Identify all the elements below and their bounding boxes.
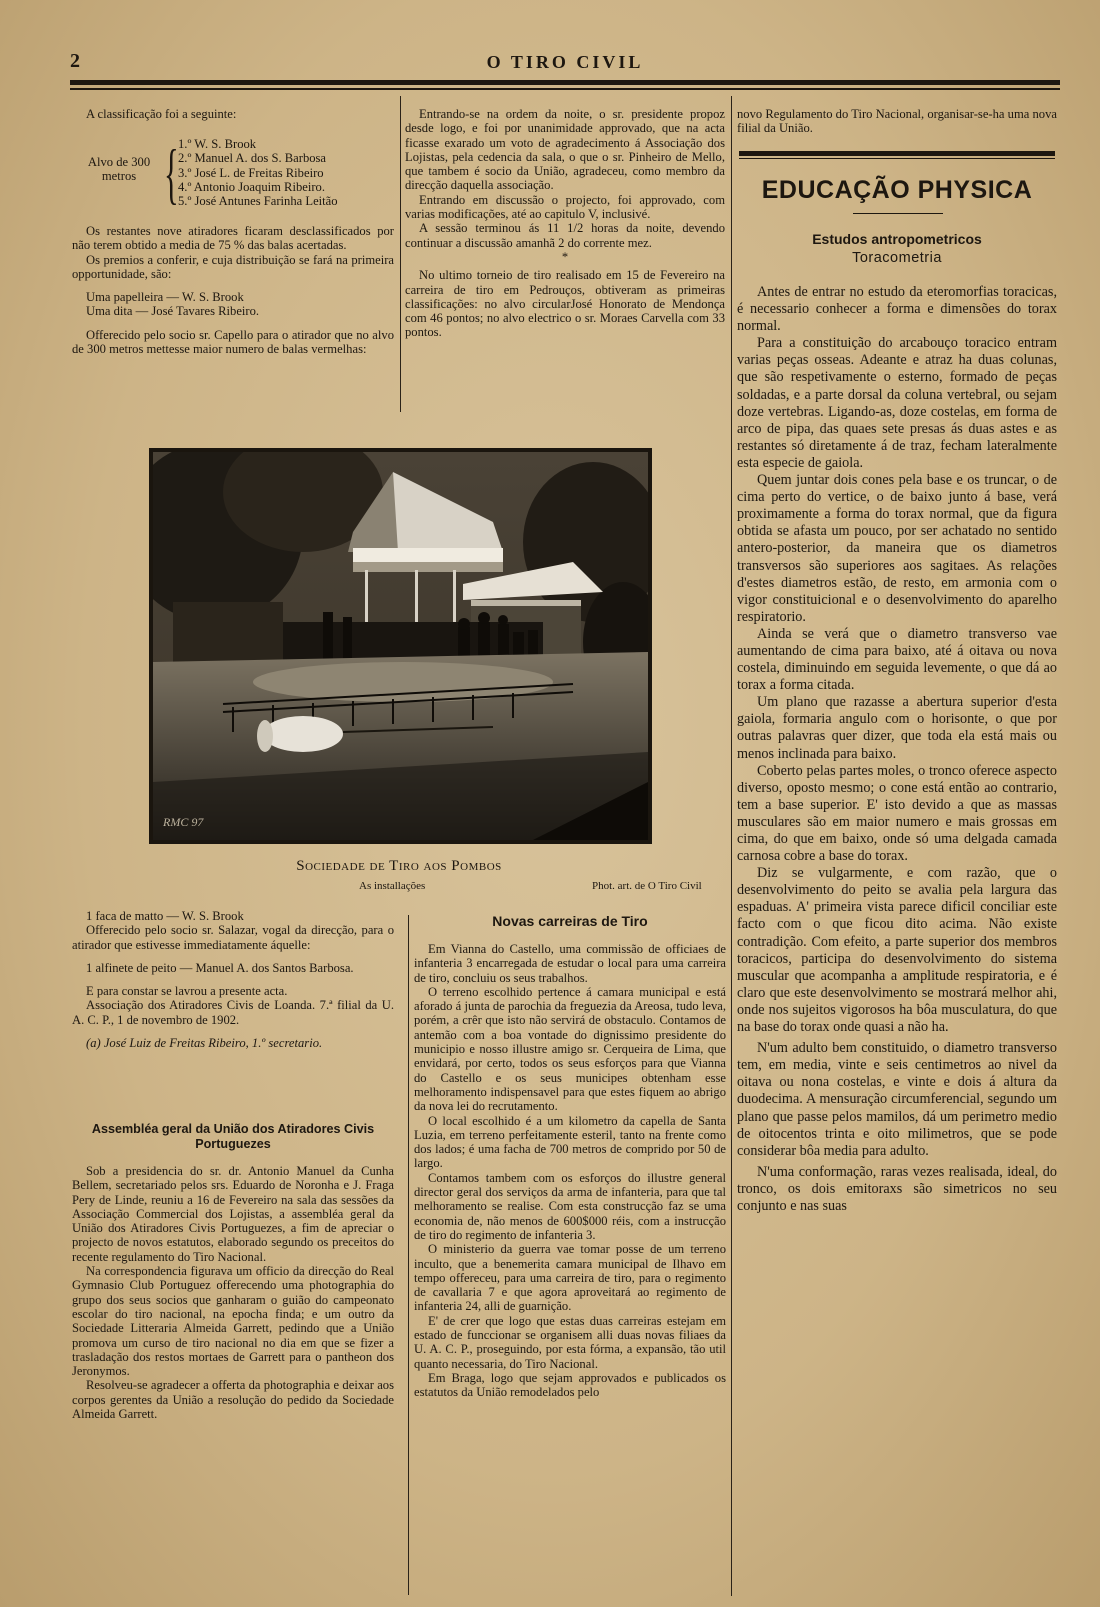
caption-title: Sociedade de Tiro aos Pombos [296, 858, 502, 874]
column-2-top [405, 107, 725, 340]
ranking-item: 5.º José Antunes Farinha Leitão [178, 194, 338, 209]
ranking-list [178, 137, 338, 208]
column-divider [731, 96, 732, 1596]
article-subtitle: Estudos antropometricos [812, 231, 982, 247]
column-1-article [72, 1164, 394, 1421]
column-divider [400, 96, 401, 412]
paragraph: 1 alfinete de peito — Manuel A. dos Santos Barbosa. [86, 960, 354, 975]
photo-caption [149, 858, 719, 892]
column-3-body [737, 284, 1057, 1215]
paragraph: Os premios a conferir, e cuja distribuição se fará na primeira opportunidade, são: [72, 252, 394, 281]
paragraph: E' de crer que logo que estas duas carreiras estejam em estado de funccionar se organisem alli duas novas filiaes da U. A. C. P., proseguindo, por esta fórma, a expansão, tão util quanto necessaria, do Tiro Nacional. [414, 1313, 726, 1371]
paragraph: Associação dos Atiradores Civis de Loanda. 7.ª filial da U. A. C. P., 1 de novembro de 1902. [72, 998, 394, 1027]
paragraph: Na correspondencia figurava um officio da direcção do Real Gymnasio Club Portuguez offerecendo uma photographia do grupo dos seus socios que ganharam o guião do campeonato escolar do tiro nacional, na epocha finda; e um outro da Sociedade Litteraria Almeida Garrett, pedindo que a União promova um curso de tiro nacional no dia em que se fizer a trasladação dos restos mortaes de Garrett para o pantheon dos Jeronymos. [72, 1264, 394, 1379]
header-rule-thin [70, 88, 1060, 90]
article-heading: Assembléa geral da União dos Atiradores Civis Portuguezes [91, 1122, 375, 1151]
article-subsubtitle: Toracometria [852, 250, 942, 266]
paragraph: Em Vianna do Castello, uma commissão de officiaes de infanteria 3 encarregada de estudar o local para uma carreira de tiro, concluiu os seus trabalhos. [414, 942, 726, 985]
section-rule [739, 151, 1055, 156]
paragraph: Ainda se verá que o diametro transverso vae aumentando de cima para baixo, até á oitava ou nova costela, diminuindo em seguida levemente, o que dá ao torax a forma citada. [737, 625, 1057, 694]
ranking-item: 4.º Antonio Joaquim Ribeiro. [178, 179, 325, 194]
paragraph: Quem juntar dois cones pela base e os truncar, o de cima perto do vertice, o de baixo junto á base, verá proximamente a forma do torax normal, que da figura obtida se afasta um pouco, por ser achatado no sentido antero-posterior, da maneira que os diametros transversos são superiores aos sagitaes. As relações d'estes diametros estão, de resto, em armonia com o vigor constituicional e o desenvolvimento do aparelho respiratorio. [737, 472, 1057, 625]
paragraph: Entrando-se na ordem da noite, o sr. presidente propoz desde logo, e foi por unanimidade approvado, que na acta ficasse exarado um voto de agradecimento á Associação dos Lojistas, pela cedencia da sala, o que o sr. Pinheiro de Mello, que tambem é socio da União, agradeceu, como membro da direcção daquella associação. [405, 107, 725, 193]
column-divider [408, 915, 409, 1595]
section-star: * [561, 249, 569, 264]
paragraph: Para a constituição do arcabouço toracico entram varias peças osseas. Adeante e atraz ha duas colunas, que são respetivamente o esterno, formado de peças soldadas, e a parte dorsal da coluna vertebral, ou sejam doze vertebras. Ligando-as, doze costelas, em forma de arco de pipa, das quaes sete presas ás duas astes e as restantes só diretamente á de traz, fecham lateralmente esta especie de gaiola. [737, 335, 1057, 471]
ranking-item: 3.º José L. de Freitas Ribeiro [178, 165, 324, 180]
caption-subtitle: As installações [359, 880, 426, 892]
paragraph: O ministerio da guerra vae tomar posse de um terreno inculto, que a benemerita camara municipal de Ilhavo em tempo offereceu, para uma carreira de tiro, para o regimento de cavallaria 7 e que agora aproveitará ao regimento de infanteria 24, alli de guarnição. [414, 1242, 726, 1314]
paragraph: Resolveu-se agradecer a offerta da photographia e deixar aos corpos gerentes da União a resolução do pedido da Sociedade Almeida Garrett. [72, 1378, 394, 1422]
paragraph: Offerecido pelo socio sr. Capello para o atirador que no alvo de 300 metros mettesse maior numero de balas vermelhas: [72, 327, 394, 357]
prize-item: Uma dita — José Tavares Ribeiro. [86, 304, 260, 319]
paragraph: 1 faca de matto — W. S. Brook [86, 909, 244, 923]
classification-intro: A classificação foi a seguinte: [86, 107, 237, 121]
brace-symbol: { [164, 135, 179, 211]
photograph [149, 448, 652, 844]
paragraph: Em Braga, logo que sejam approvados e publicados os estatutos da União remodelados pelo [414, 1370, 726, 1400]
page-number: 2 [70, 50, 80, 72]
section-rule [739, 158, 1055, 159]
section-title: EDUCAÇÃO PHYSICA [761, 176, 1033, 204]
publication-title: O TIRO CIVIL [486, 52, 644, 72]
signature-line: (a) José Luiz de Freitas Ribeiro, 1.º secretario. [86, 1036, 323, 1051]
paragraph: Os restantes nove atiradores ficaram desclassificados por não terem obtido a media de 75 % das balas acertadas. [72, 224, 394, 253]
paragraph: N'uma conformação, raras vezes realisada, ideal, do tronco, os dois emitoraxs são simetricos no seu conjunto e nas suas [737, 1163, 1057, 1214]
paragraph: Coberto pelas partes moles, o tronco oferece aspecto diverso, oposto mesmo; o cone está então ao contrario, tem a base superior. E' isto devido a que as massas musculares são em maior numero e mais grossas em cima, do que em baixo, onde só uma delgada camada carnosa cobre a base do torax. [737, 762, 1057, 865]
column-1-top [72, 107, 394, 121]
ranking-label: Alvo de 300 metros [87, 155, 151, 184]
paragraph: Contamos tambem com os esforços do illustre general director geral dos serviços da arma de infanteria, para que tal melhoramento se realise. Com esta construcção faz se uma economia de, não menos de 600$000 réis, com a instrucção de tiro do regimento de infanteria 3. [414, 1170, 726, 1242]
photographer-signature: RMC 97 [163, 815, 204, 829]
paragraph: novo Regulamento do Tiro Nacional, organisar-se-ha uma nova filial da União. [737, 107, 1057, 136]
paragraph: Diz se vulgarmente, e com razão, que o desenvolvimento do peito se avalia pela largura das espaduas. A' primeira vista parece dificil conciliar este facto com o que ficou dito acima. Não existe contradição. Com efeito, a parte superior dos membros toracicos, participa do desenvolvimento do sistema muscular que acompanha a amplitude respiratoria, e é claro que este desenvolvimento se mostrará melhor ahi, onde nos sujeitos vigorosos ha bôa musculatura, do que na base do torax onde quasi a não ha. [737, 865, 1057, 1036]
article-heading: Novas carreiras de Tiro [492, 913, 648, 929]
paragraph: Sob a presidencia do sr. dr. Antonio Manuel da Cunha Bellem, secretariado pelos srs. Eduardo de Noronha e J. Fraga Pery de Linde, reuniu a 16 de Fevereiro na sala das sessões da Associação Commercial dos Lojistas, a assembléa geral da União dos Atiradores Civis Portuguezes, a fim de apreciar o projecto de novos estatutos, elaborado segundo os preceitos do recente regulamento do Tiro Nacional. [72, 1164, 394, 1264]
title-underline [853, 213, 943, 214]
paragraph: Offerecido pelo socio sr. Salazar, vogal da direcção, para o atirador que estivesse immediatamente áquelle: [72, 923, 394, 952]
page-header [70, 50, 1060, 74]
column-3 [737, 107, 1057, 136]
paragraph: A sessão terminou ás 11 1/2 horas da noite, devendo continuar a discussão amanhã 2 do corrente mez. [405, 221, 725, 250]
paragraph: Entrando em discussão o projecto, foi approvado, com varias modificações, até ao capitulo V, inclusivé. [405, 192, 725, 222]
ranking-item: 1.º W. S. Brook [178, 137, 257, 151]
prize-item: Uma papelleira — W. S. Brook [86, 290, 244, 305]
paragraph: Um plano que razasse a abertura superior d'esta gaiola, formaria angulo com o horisonte, o que por outras palavras quer dizer, que toda ela está mais ou menos inclinada para baixo. [737, 694, 1057, 762]
paragraph: O terreno escolhido pertence á camara municipal e está aforado á junta de parochia da freguezia da Areosa, tudo leva, porém, a crêr que isto não servirá de obstaculo. Contamos de antemão com a boa vontade do dignissimo presidente do municipio e nosso illustre amigo sr. Cerqueira de Lima, que envidará, por certo, todos os seus esforços para que Vianna do Castello e os seus municipes obtenham esse melhoramento indispensavel para que estes fiquem ao abrigo da nova lei do recrutamento. [414, 984, 726, 1114]
ranking-item: 2.º Manuel A. dos S. Barbosa [178, 151, 327, 166]
paragraph: N'um adulto bem constituido, o diametro transverso tem, em media, vinte e seis centimetros ao nivel da oitava ou nona costelas, e vinte e dois á altura da duodecima. A mensuração circumferencial, segundo um plano que passe pelos mamilos, dá um perimetro medio de oitocentos trinta e oito milimetros, que se pode considerar bôa media para adulto. [737, 1040, 1057, 1159]
photo-image [153, 452, 648, 840]
column-1-bottom [72, 909, 394, 1050]
column-1-results [72, 224, 394, 356]
column-2-article [414, 942, 726, 1400]
paragraph: E para constar se lavrou a presente acta. [86, 984, 288, 999]
paragraph: No ultimo torneio de tiro realisado em 15 de Fevereiro na carreira de tiro em Pedrouços, obtiveram as primeiras classificações: no alvo circularJosé Honorato de Mendonça com 46 pontos; no alvo electrico o sr. Moraes Carvella com 33 pontos. [405, 268, 725, 340]
header-rule-thick [70, 80, 1060, 85]
paragraph: O local escolhido é a um kilometro da capella de Santa Luzia, em terreno perfeitamente esteril, tanto na frente como dos lados; é uma facha de 700 metros de comprido por 50 de largo. [414, 1113, 726, 1171]
paragraph: Antes de entrar no estudo da eteromorfias toracicas, é necessario conhecer a forma e dimensões do torax normal. [737, 284, 1057, 335]
caption-credit: Phot. art. de O Tiro Civil [592, 880, 702, 892]
